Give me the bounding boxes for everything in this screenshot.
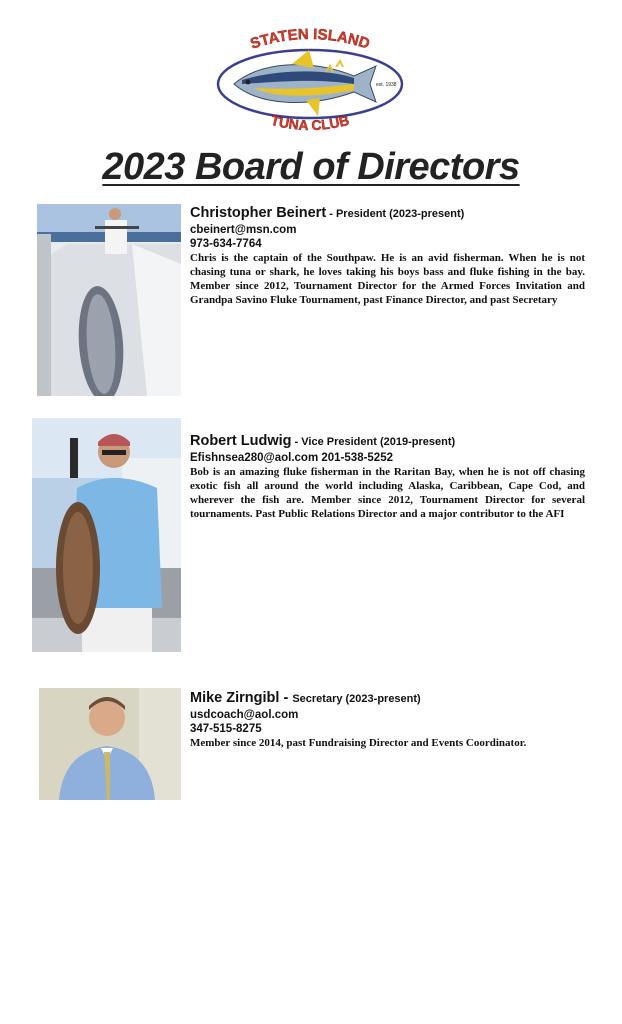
director-photo-zirngibl bbox=[39, 688, 181, 800]
director-phone: 347-515-8275 bbox=[190, 723, 262, 735]
director-name-line bbox=[190, 433, 585, 451]
director-name: Robert Ludwig bbox=[190, 433, 292, 449]
director-bio: Member since 2014, past Fundraising Director and Events Coordinator. bbox=[190, 737, 527, 749]
director-email[interactable]: usdcoach@aol.com bbox=[190, 709, 299, 721]
director-separator: - bbox=[326, 208, 336, 220]
director-bio: Bob is an amazing fluke fisherman in the Raritan Bay, when he is not off chasing exotic fish all around the world including Alaska, Caribbean, Cape Cod, and wherever the fish are. Member since 2012, Tournament Director for several tournaments. Past Public Relations Director and a major contributor to the AFI bbox=[190, 466, 585, 520]
director-name-line bbox=[190, 690, 585, 708]
director-photo-ludwig bbox=[32, 418, 181, 652]
director-email[interactable]: cbeinert@msn.com bbox=[190, 224, 297, 236]
director-name: Christopher Beinert bbox=[190, 205, 327, 221]
director-card-zirngibl bbox=[190, 690, 585, 750]
director-card-beinert bbox=[190, 205, 585, 307]
page-title: 2023 Board of Directors bbox=[102, 146, 520, 188]
director-bio: Chris is the captain of the Southpaw. He is an avid fisherman. When he is not chasing tuna or shark, he loves taking his boys bass and fluke fishing in the bay. Member since 2012, Tournament Director for the Armed Forces Invitation and Grandpa Savino Fluke Tournament, past Finance Director, and past Secretary bbox=[190, 252, 585, 306]
club-logo bbox=[214, 28, 406, 140]
director-role: President (2023-present) bbox=[335, 208, 465, 220]
director-role: Secretary (2023-present) bbox=[292, 693, 421, 705]
director-separator: - bbox=[279, 690, 293, 706]
director-phone: 973-634-7764 bbox=[190, 238, 262, 250]
director-role: Vice President (2019-present) bbox=[301, 436, 456, 448]
director-card-ludwig bbox=[190, 433, 585, 521]
director-name: Mike Zirngibl bbox=[190, 690, 280, 706]
director-contact[interactable]: Efishnsea280@aol.com 201-538-5252 bbox=[190, 452, 393, 464]
logo-est-text: est. 1938 bbox=[376, 82, 397, 88]
director-photo-beinert bbox=[37, 204, 181, 396]
director-name-line bbox=[190, 205, 585, 223]
director-separator: - bbox=[291, 436, 302, 448]
logo-bottom-text: TUNA CLUB bbox=[269, 111, 351, 134]
logo-top-text: STATEN ISLAND bbox=[248, 28, 372, 53]
